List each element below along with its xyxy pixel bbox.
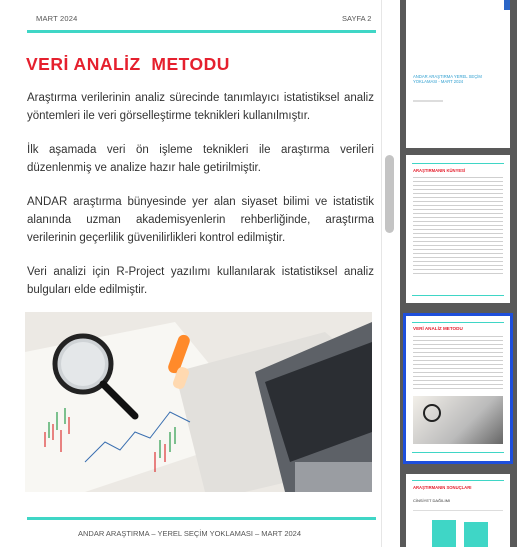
thumbnail-sidebar bbox=[400, 0, 517, 547]
bookmark-icon bbox=[504, 0, 510, 10]
thumbnail-page-2[interactable] bbox=[406, 155, 510, 303]
paragraph-2: İlk aşamada veri ön işleme teknikleri ile araştırma verileri düzenlenmiş ve analize hazır hale getirilmiştir. bbox=[27, 144, 374, 174]
paragraph-4: Veri analizi için R-Project yazılımı kullanılarak istatistiksel analiz bulguları elde edilmiştir. bbox=[27, 266, 374, 296]
thumbnail-4-subtitle: CİNSİYET DAĞILIMI bbox=[413, 498, 451, 503]
header-date: MART 2024 bbox=[36, 14, 78, 23]
thumbnail-page-4[interactable] bbox=[406, 474, 510, 547]
thumbnail-page-1[interactable] bbox=[406, 0, 510, 148]
thumbnail-2-title: ARAŞTIRMANIN KÜNYESİ bbox=[413, 168, 466, 173]
photo-illustration bbox=[25, 312, 372, 492]
thumbnail-page-3[interactable] bbox=[406, 316, 510, 461]
thumbnail-3-title: VERİ ANALİZ METODU bbox=[413, 326, 463, 331]
thumbnail-4-title: ARAŞTIRMANIN SONUÇLARI bbox=[413, 485, 472, 490]
page-title: VERİ ANALİZ METODU bbox=[26, 54, 230, 74]
data-analysis-photo bbox=[25, 312, 372, 492]
vertical-scrollbar[interactable] bbox=[381, 0, 400, 547]
thumbnail-4-bar-2 bbox=[464, 522, 488, 547]
page-footer: ANDAR ARAŞTIRMA – YEREL SEÇİM YOKLAMASI – MART 2024 bbox=[78, 529, 302, 538]
footer-rule bbox=[27, 517, 376, 520]
thumbnail-4-bar-1 bbox=[432, 520, 456, 547]
header-page-number: SAYFA 2 bbox=[342, 14, 372, 23]
thumbnail-1-title: ANDAR ARAŞTIRMA YEREL SEÇİM YOKLAMASI - MART 2024 bbox=[413, 74, 482, 84]
header-rule bbox=[27, 30, 376, 33]
thumbnail-3-photo bbox=[413, 396, 503, 444]
paragraph-1: Araştırma verilerinin analiz sürecinde tanımlayıcı istatistiksel analiz yöntemleri ile veri görselleştirme teknikleri kullanılmıştır. bbox=[27, 92, 374, 122]
paragraph-3: ANDAR araştırma bünyesinde yer alan siyaset bilimi ve istatistik alanında uzman akademisyenlerin rehberliğinde, araştırma verilerinin geçerlilik güvenilirlikleri kontrol edilmiştir. bbox=[27, 196, 374, 244]
scrollbar-thumb[interactable] bbox=[385, 155, 394, 233]
